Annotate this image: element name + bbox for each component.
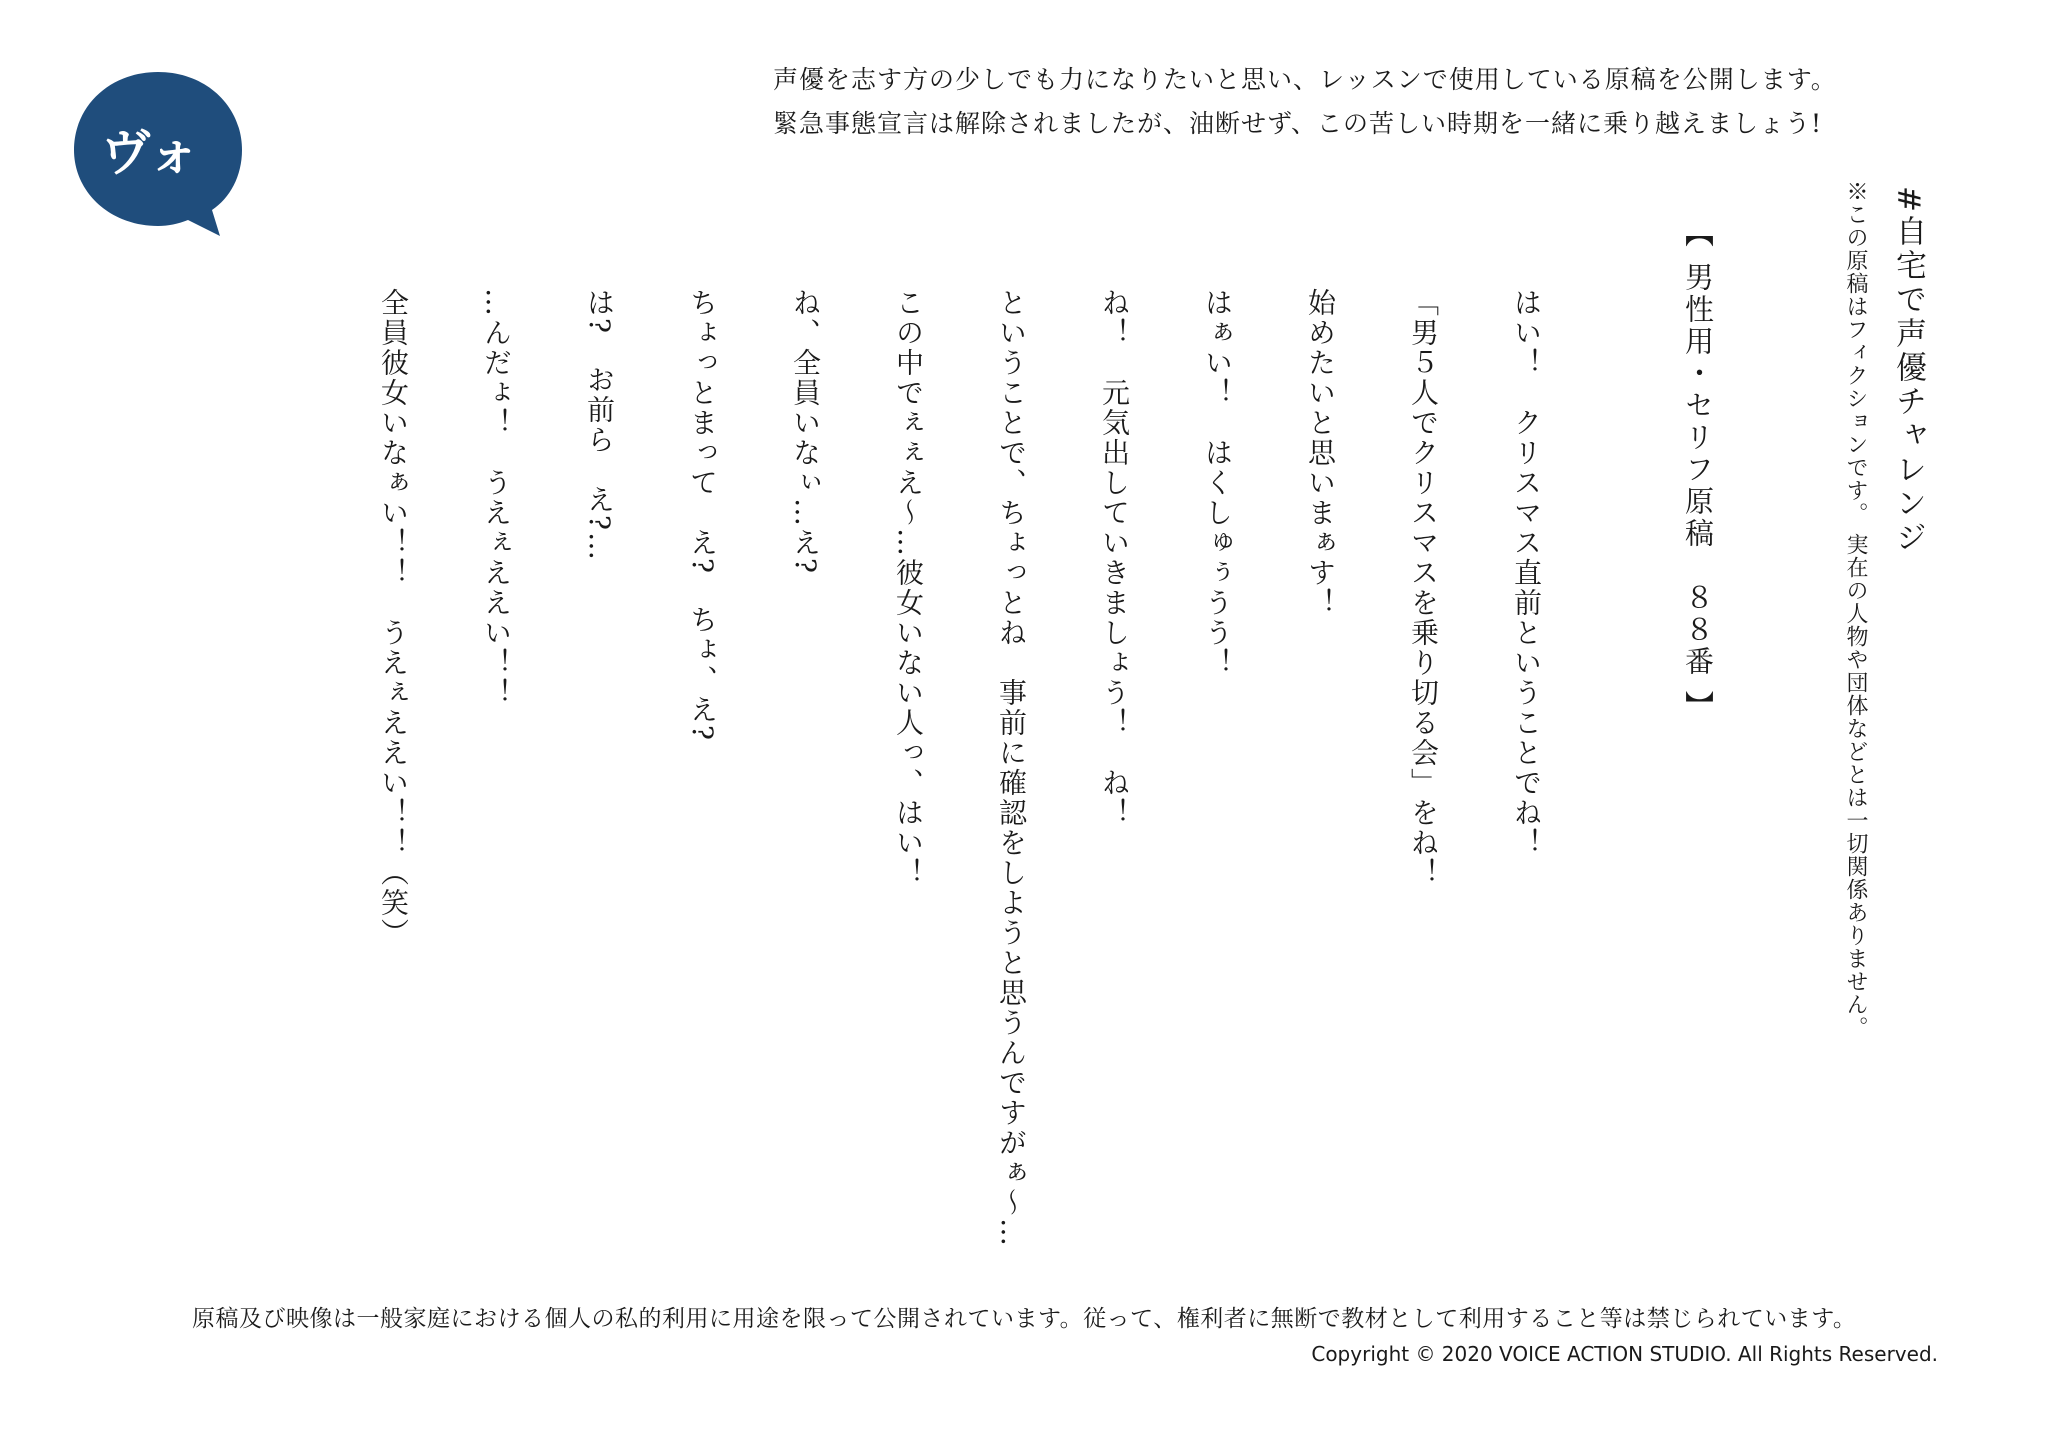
logo-speech-bubble-icon (70, 64, 250, 244)
script-line: はい！ クリスマス直前ということでね！ (1510, 288, 1543, 858)
script-line: はぁい！ はくしゅぅうう！ (1201, 288, 1234, 678)
script-line: ちょっとまって え? ちょ、え? (686, 288, 719, 743)
intro-text (773, 58, 1837, 146)
script-line: 「男５人でクリスマスを乗り切る会」をね！ (1407, 288, 1440, 888)
script-line: ね！ 元気出していきましょう！ ね！ (1098, 288, 1131, 828)
script-line: ね、全員いなぃ…え? (789, 288, 822, 576)
page-title: #自宅で声優チャレンジ (1890, 186, 1926, 555)
script-line: 全員彼女いなぁい！！ うえぇええい！！（笑） (377, 288, 410, 948)
script-line: は? お前ら え?… (583, 288, 616, 563)
intro-line-2: 緊急事態宣言は解除されましたが、油断せず、この苦しい時期を一緒に乗り越えましょう! (773, 109, 1823, 138)
script-heading: 【 男性用・セリフ原稿 ８８番 】 (1681, 218, 1715, 723)
script-line: 始めたいと思いまぁす！ (1304, 288, 1337, 618)
copyright: Copyright © 2020 VOICE ACTION STUDIO. All Rights Reserved. (1311, 1342, 1938, 1366)
footer-note: 原稿及び映像は一般家庭における個人の私的利用に用途を限って公開されています。従って、権利者に無断で教材として利用すること等は禁じられています。 (192, 1306, 1857, 1332)
intro-line-1: 声優を志す方の少しでも力になりたいと思い、レッスンで使用している原稿を公開します。 (773, 65, 1837, 94)
logo-text: ヴォ (101, 124, 199, 182)
script-line: ということで、ちょっとね 事前に確認をしようと思うんですがぁ〜… (995, 288, 1028, 1248)
script-line: …んだょ！ うえぇええい！！ (480, 288, 513, 708)
disclaimer: ※この原稿はフィクションです。 実在の人物や団体などとは一切関係ありません。 (1843, 180, 1868, 1039)
script-line: この中でぇぇえ〜…彼女いない人っ、はい！ (892, 288, 925, 888)
